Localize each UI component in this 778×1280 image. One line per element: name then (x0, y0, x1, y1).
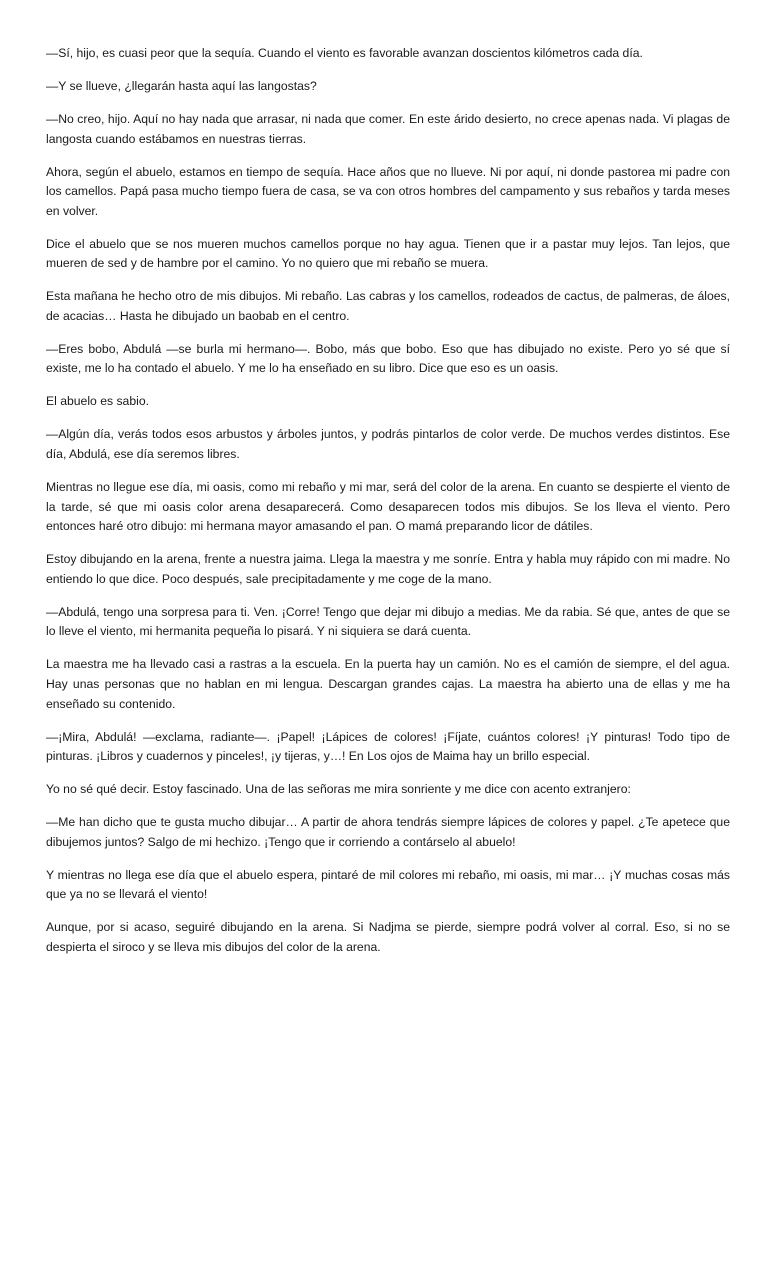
paragraph-15: Yo no sé qué decir. Estoy fascinado. Una de las señoras me mira sonriente y me dice con acento extranjero: (46, 782, 631, 797)
paragraph-4: Ahora, según el abuelo, estamos en tiempo de sequía. Hace años que no llueve. Ni por aquí, ni donde pastorea mi padre con los camellos. Papá pasa mucho tiempo fuera de casa, se va con otros hombres del campamento y sus rebaños y tarda meses en volver. (46, 164, 730, 218)
paragraph-18: Aunque, por si acaso, seguiré dibujando en la arena. Si Nadjma se pierde, siempre podrá volver al corral. Eso, si no se despierta el siroco y se lleva mis dibujos del color de la arena. (46, 920, 730, 954)
document-page (46, 44, 730, 971)
paragraph-16: —Me han dicho que te gusta mucho dibujar… A partir de ahora tendrás siempre lápices de colores y papel. ¿Te apetece que dibujemos juntos? Salgo de mi hechizo. ¡Tengo que ir corriendo a contárselo al abuelo! (46, 815, 730, 849)
paragraph-17: Y mientras no llega ese día que el abuelo espera, pintaré de mil colores mi rebaño, mi oasis, mi mar… ¡Y muchas cosas más que ya no se llevará el viento! (46, 867, 730, 902)
paragraph-10: Mientras no llegue ese día, mi oasis, como mi rebaño y mi mar, será del color de la arena. En cuanto se despierte el viento de la tarde, sé que mi oasis color arena desaparecerá. Como desaparecen todos mis dibujos. Se los lleva el viento. Pero entonces haré otro dibujo: mi hermana mayor amasando el pan. O mamá preparando licor de dátiles. (46, 480, 730, 534)
paragraph-2: —Y se llueve, ¿llegarán hasta aquí las langostas? (46, 78, 317, 93)
paragraph-6: Esta mañana he hecho otro de mis dibujos. Mi rebaño. Las cabras y los camellos, rodeados de cactus, de palmeras, de áloes, de acacias… Hasta he dibujado un baobab en el centro. (46, 289, 730, 323)
paragraph-5: Dice el abuelo que se nos mueren muchos camellos porque no hay agua. Tienen que ir a pastar muy lejos. Tan lejos, que mueren de sed y de hambre por el camino. Yo no quiero que mi rebaño se muera. (46, 236, 730, 271)
paragraph-3: —No creo, hijo. Aquí no hay nada que arrasar, ni nada que comer. En este árido desierto, no crece apenas nada. Vi plagas de langosta cuando estábamos en nuestras tierras. (46, 111, 730, 146)
paragraph-8: El abuelo es sabio. (46, 394, 149, 409)
paragraph-14: —¡Mira, Abdulá! —exclama, radiante—. ¡Papel! ¡Lápices de colores! ¡Fíjate, cuántos colores! ¡Y pinturas! Todo tipo de pinturas. ¡Libros y cuadernos y pinceles!, ¡y tijeras, y…! En Los ojos de Maima hay un brillo especial. (46, 729, 730, 764)
paragraph-9: —Algún día, verás todos esos arbustos y árboles juntos, y podrás pintarlos de color verde. De muchos verdes distintos. Ese día, Abdulá, ese día seremos libres. (46, 427, 730, 462)
paragraph-7: —Eres bobo, Abdulá —se burla mi hermano—. Bobo, más que bobo. Eso que has dibujado no existe. Pero yo sé que sí existe, me lo ha contado el abuelo. Y me lo ha enseñado en su libro. Dice que eso es un oasis. (46, 341, 730, 376)
paragraph-1: —Sí, hijo, es cuasi peor que la sequía. Cuando el viento es favorable avanzan doscientos kilómetros cada día. (46, 46, 643, 60)
paragraph-13: La maestra me ha llevado casi a rastras a la escuela. En la puerta hay un camión. No es el camión de siempre, el del agua. Hay unas personas que no hablan en mi lengua. Descargan grandes cajas. La maestra ha abierto una de ellas y me ha enseñado su contenido. (46, 657, 730, 711)
paragraph-12: —Abdulá, tengo una sorpresa para ti. Ven. ¡Corre! Tengo que dejar mi dibujo a medias. Me da rabia. Sé que, antes de que se lo lleve el viento, mi hermanita pequeña lo pisará. Y ni siquiera se dará cuenta. (46, 604, 730, 639)
paragraph-11: Estoy dibujando en la arena, frente a nuestra jaima. Llega la maestra y me sonríe. Entra y habla muy rápido con mi madre. No entiendo lo que dice. Poco después, sale precipitadamente y me coge de la mano. (46, 552, 730, 586)
